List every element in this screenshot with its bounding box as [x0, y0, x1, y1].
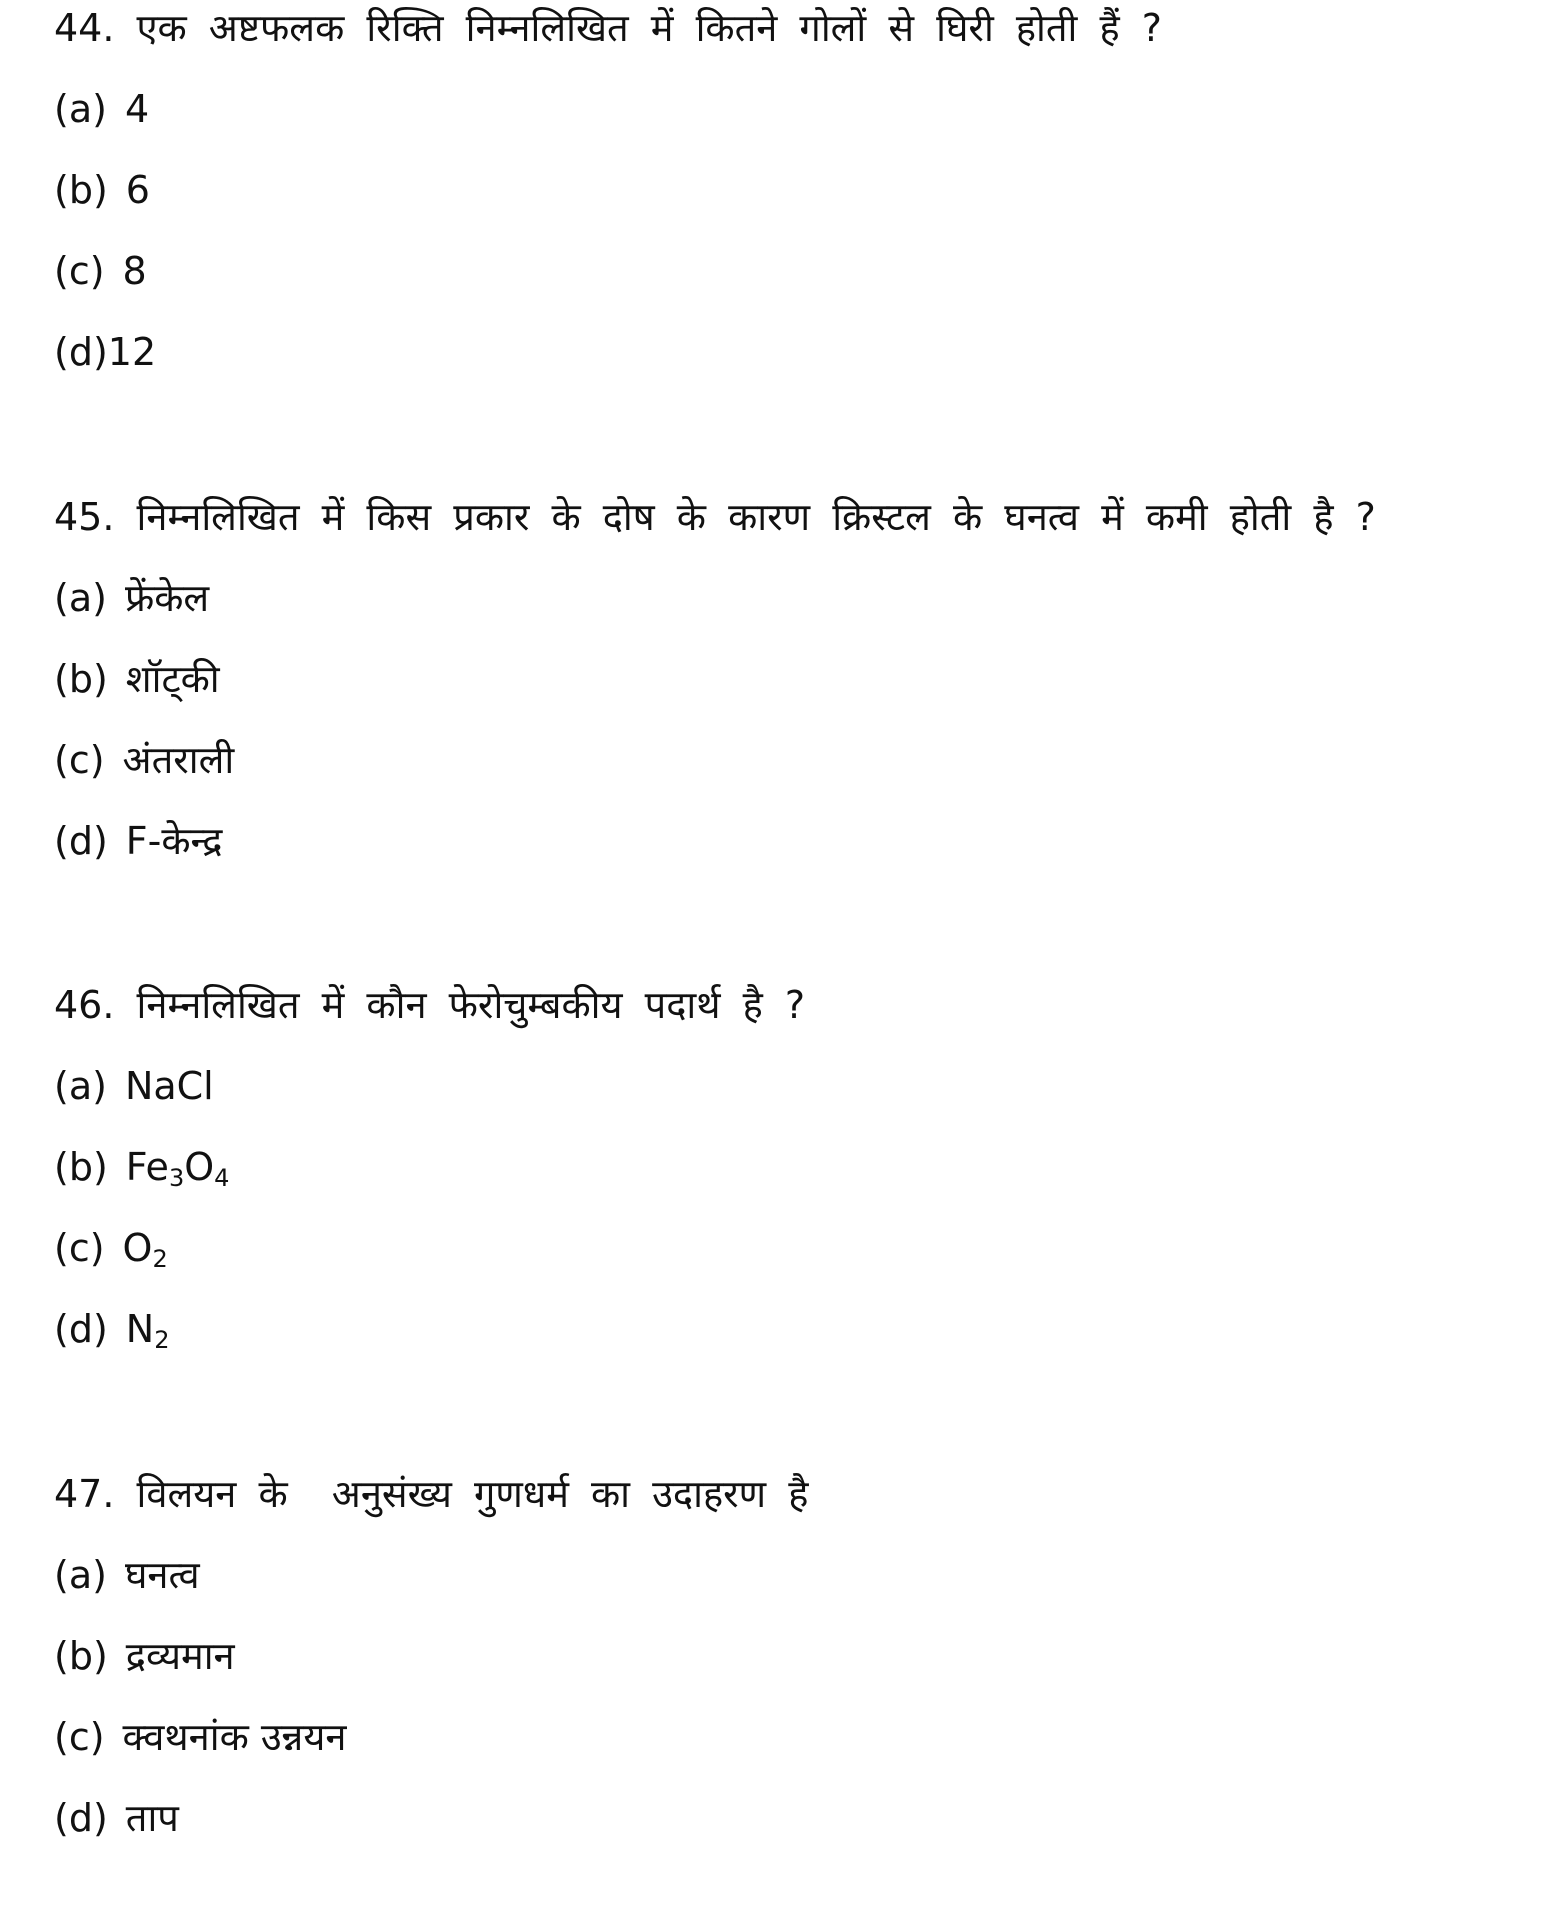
formula-element: O	[184, 1145, 215, 1189]
formula-subscript: 3	[168, 1164, 185, 1192]
option-text: 8	[122, 249, 147, 293]
option-c	[54, 1713, 808, 1761]
option-text: द्रव्यमान	[125, 1634, 235, 1678]
option-b	[54, 1632, 808, 1680]
option-text: NaCl	[124, 1064, 214, 1108]
option-label: (b)	[54, 1634, 108, 1678]
option-label: (d)	[54, 1796, 108, 1840]
formula-element: O	[122, 1226, 153, 1270]
formula	[122, 1226, 168, 1273]
option-text: शॉट्की	[125, 657, 220, 701]
option-d	[54, 1305, 805, 1353]
formula	[125, 1307, 170, 1354]
option-label: (c)	[54, 1226, 105, 1270]
question-44	[54, 4, 1162, 376]
option-label: (c)	[54, 1715, 105, 1759]
option-label: (b)	[54, 657, 108, 701]
formula-subscript: 4	[214, 1164, 230, 1192]
option-label: (a)	[54, 1553, 107, 1597]
option-text: घनत्व	[124, 1553, 200, 1597]
option-text: फ्रेंकेल	[124, 576, 210, 620]
formula-subscript: 2	[152, 1245, 168, 1273]
option-label: (a)	[54, 576, 107, 620]
option-c	[54, 1224, 805, 1272]
option-label: (c)	[54, 738, 105, 782]
option-a	[54, 85, 1162, 133]
option-label: (d)	[54, 819, 108, 863]
option-label: (d)	[54, 330, 108, 374]
option-label: (c)	[54, 249, 105, 293]
option-text: क्वथनांक उन्नयन	[122, 1715, 347, 1759]
formula-subscript: 2	[154, 1326, 170, 1354]
option-d	[54, 1794, 808, 1842]
question-text: 46. निम्नलिखित में कौन फेरोचुम्बकीय पदार्थ है ?	[54, 983, 806, 1027]
option-a	[54, 1062, 805, 1110]
option-b	[54, 1143, 805, 1191]
question-text: 45. निम्नलिखित में किस प्रकार के दोष के कारण क्रिस्टल के घनत्व में कमी होती है ?	[54, 495, 1376, 539]
option-c	[54, 736, 1376, 784]
option-text: अंतराली	[122, 738, 235, 782]
option-text: 12	[107, 330, 157, 374]
option-text: ताप	[125, 1796, 179, 1840]
option-text: F-केन्द्र	[125, 819, 223, 863]
option-b	[54, 655, 1376, 703]
option-a	[54, 1551, 808, 1599]
option-a	[54, 574, 1376, 622]
option-text: 6	[125, 168, 150, 212]
option-label: (a)	[54, 1064, 107, 1108]
option-label: (d)	[54, 1307, 108, 1351]
option-d	[54, 817, 1376, 865]
option-label: (b)	[54, 168, 108, 212]
question-46	[54, 981, 805, 1353]
option-text: 4	[124, 87, 150, 131]
option-c	[54, 247, 1162, 295]
question-text: 44. एक अष्टफलक रिक्ति निम्नलिखित में कितने गोलों से घिरी होती हैं ?	[54, 6, 1162, 50]
formula-element: Fe	[125, 1145, 169, 1189]
formula	[125, 1145, 230, 1192]
question-text: 47. विलयन के अनुसंख्य गुणधर्म का उदाहरण है	[54, 1472, 809, 1516]
option-b	[54, 166, 1162, 214]
question-47	[54, 1470, 808, 1842]
option-d	[54, 328, 1162, 376]
question-45	[54, 493, 1376, 865]
option-label: (b)	[54, 1145, 108, 1189]
formula-element: N	[125, 1307, 155, 1351]
option-label: (a)	[54, 87, 107, 131]
